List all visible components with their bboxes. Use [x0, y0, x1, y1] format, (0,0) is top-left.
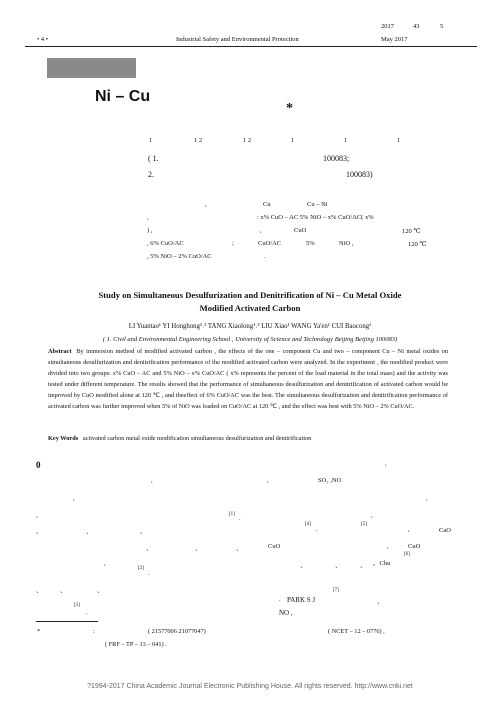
footnote-colon: :: [93, 628, 95, 635]
cn-abstract-text: ,: [205, 201, 207, 208]
citation-ref: [5]: [361, 522, 367, 527]
en-abstract: [48, 346, 448, 413]
cn-abstract-text: CuO: [294, 227, 307, 234]
footnote-grant-2: ( NCET – 12 – 0776) ,: [328, 628, 385, 635]
intro-fragment: 。Chu: [373, 560, 391, 567]
cn-abstract-text: , 5% NiO – 2% CuO/AC: [147, 253, 212, 260]
cn-abstract-text: Cu – Ni: [307, 201, 328, 208]
cn-author-sup: 1: [291, 137, 295, 144]
cn-abstract-text: 120 ℃: [408, 241, 427, 248]
intro-fragment: CaO: [439, 527, 451, 534]
intro-fragment: 、: [36, 528, 43, 535]
intro-fragment: ,: [73, 495, 75, 502]
footnote-grant-1: ( 21577006 21077047): [148, 628, 206, 635]
intro-fragment: ,: [371, 512, 373, 519]
cn-abstract-text: : x% CuO – AC 5% NiO – x% CuO/AC( x%: [257, 214, 374, 221]
cn-author-sup: 1: [149, 137, 153, 144]
intro-fragment: 、: [377, 598, 384, 605]
intro-fragment: 、: [140, 528, 147, 535]
cn-title: Ni – Cu: [95, 88, 151, 105]
en-title-line-2: Modified Activated Carbon: [199, 303, 301, 313]
intro-fragment: ,: [387, 543, 389, 550]
cn-affil-1: ( 1.: [148, 154, 159, 163]
cn-author-sup: 1 2: [194, 137, 203, 144]
intro-fragment: ,: [267, 477, 269, 484]
intro-fragment: 、: [60, 587, 67, 594]
header-year: 2017: [381, 23, 394, 30]
intro-fragment: .: [279, 596, 281, 603]
intro-fragment: 、: [86, 528, 93, 535]
cn-abstract-text: .: [264, 253, 266, 260]
cn-abstract-text: ) ,: [147, 227, 153, 234]
keywords-text: activated carbon metal oxide modification simultaneous desulfurization and denitrification: [82, 435, 312, 442]
intro-fragment: SO₂ ,NO: [318, 477, 342, 484]
cn-affil-2: 2.: [148, 170, 154, 179]
intro-fragment: .: [239, 515, 241, 522]
intro-fragment: .: [316, 526, 318, 533]
cn-abstract-text: ,: [147, 214, 149, 221]
citation-ref: [7]: [333, 588, 339, 593]
intro-fragment: 、: [146, 545, 153, 552]
cn-abstract-text: ,: [260, 227, 262, 234]
intro-fragment: 、: [335, 562, 342, 569]
cn-abstract-text: 5%: [306, 240, 315, 247]
intro-fragment: .: [148, 570, 150, 577]
intro-fragment: 、: [97, 587, 104, 594]
en-title: [0, 289, 500, 315]
cn-abstract-text: CuO/AC: [258, 240, 282, 247]
citation-ref: [3]: [74, 603, 80, 608]
cn-title-footnote-mark: *: [286, 101, 293, 116]
cn-abstract-text: 120 ℃: [402, 228, 421, 235]
citation-ref: [2]: [138, 566, 144, 571]
cn-abstract-text: Cu: [263, 201, 271, 208]
abstract-label: Abstract: [48, 348, 72, 355]
intro-fragment: ,: [36, 512, 38, 519]
intro-fragment: ,: [151, 477, 153, 484]
cn-author-sup: 1 2: [243, 137, 252, 144]
intro-fragment: 、: [360, 562, 367, 569]
citation-ref: [4]: [305, 522, 311, 527]
cn-author-sup: 1: [397, 137, 401, 144]
intro-fragment: CuO: [268, 543, 281, 550]
footnote-rule: [36, 621, 98, 622]
en-title-line-1: Study on Simultaneous Desulfurization and Denitrification of Ni – Cu Metal Oxide: [98, 290, 402, 300]
intro-fragment: 、: [236, 545, 243, 552]
journal-name: Industrial Safety and Environmental Protection: [176, 36, 299, 43]
intro-fragment: ,: [104, 560, 106, 567]
intro-fragment: .: [86, 609, 88, 616]
intro-fragment: PARK S J: [287, 596, 316, 604]
cn-author-sup: 1: [344, 137, 348, 144]
footnote-grant-3: ( FRF – TP – 13 – 041) .: [105, 641, 167, 648]
citation-ref: [6]: [404, 552, 410, 557]
en-authors: LI Yuantao¹ YI Honghong¹˒² TANG Xiaolong¹˒² LIU Xiao¹ WANG Ya'en¹ CUI Baocong¹: [128, 323, 372, 330]
intro-fragment: ,: [385, 460, 387, 467]
intro-fragment: 、: [36, 587, 43, 594]
intro-fragment: 、: [300, 562, 307, 569]
intro-fragment: NO ,: [279, 609, 293, 617]
column-label-block: [47, 58, 136, 78]
page-number: • 4 •: [37, 36, 49, 43]
header-rule: [25, 46, 477, 47]
issue-date: May 2017: [381, 36, 408, 43]
keywords: [48, 435, 311, 442]
intro-fragment: CuO: [408, 543, 421, 550]
footnote-mark: *: [37, 628, 41, 635]
intro-fragment: ,: [426, 495, 428, 502]
cn-abstract-text: , 6% CuO/AC: [147, 240, 184, 247]
cn-affil-1-code: 100083;: [323, 154, 350, 163]
en-affiliation: ( 1. Civil and Environmental Engineering School , University of Science and Technology Beijing Beijing 100083): [102, 336, 398, 343]
intro-fragment: 、: [195, 545, 202, 552]
cn-abstract-text: ;: [232, 240, 234, 247]
citation-ref: [1]: [229, 512, 235, 517]
cn-abstract-text: NiO ,: [339, 240, 354, 247]
abstract-body: By immersion method of modified activated carbon , the effects of the one – component Cu and two – component Cu – Ni metal oxides on simultaneous desulfurization and denitrification performance of the modified activated carbon were analyzed. In the experiment , the modified product were divided into two groups: x% CuO – AC and 5% NiO – x% CuO/AC ( x% represents the percent of the load material in the total mass) and the activity was tested under different temperature. The results showed that the performance of simultaneous desulfurization and denitrification of activated carbon would be improved by CuO modified alone at 120 ℃ , and theeffect of 6% CuO/AC was the best. The simultaneous desulfurization and denitrification performance of activated carbon was further improved when 5% of NiO was loaded on CuO/AC at 120 ℃ , and the effect was best with 5% NiO – 2% CuO/AC.: [48, 348, 448, 411]
header-volume: 43: [413, 23, 420, 30]
page-footer: ?1994-2017 China Academic Journal Electronic Publishing House. All rights reserved. http://www.cnki.net: [87, 683, 413, 690]
section-number: 0: [36, 460, 41, 470]
cn-affil-2-code: 100083): [346, 170, 373, 179]
intro-fragment: ,: [408, 526, 410, 533]
keywords-label: Key Words: [48, 435, 79, 442]
header-issue: 5: [440, 23, 444, 30]
